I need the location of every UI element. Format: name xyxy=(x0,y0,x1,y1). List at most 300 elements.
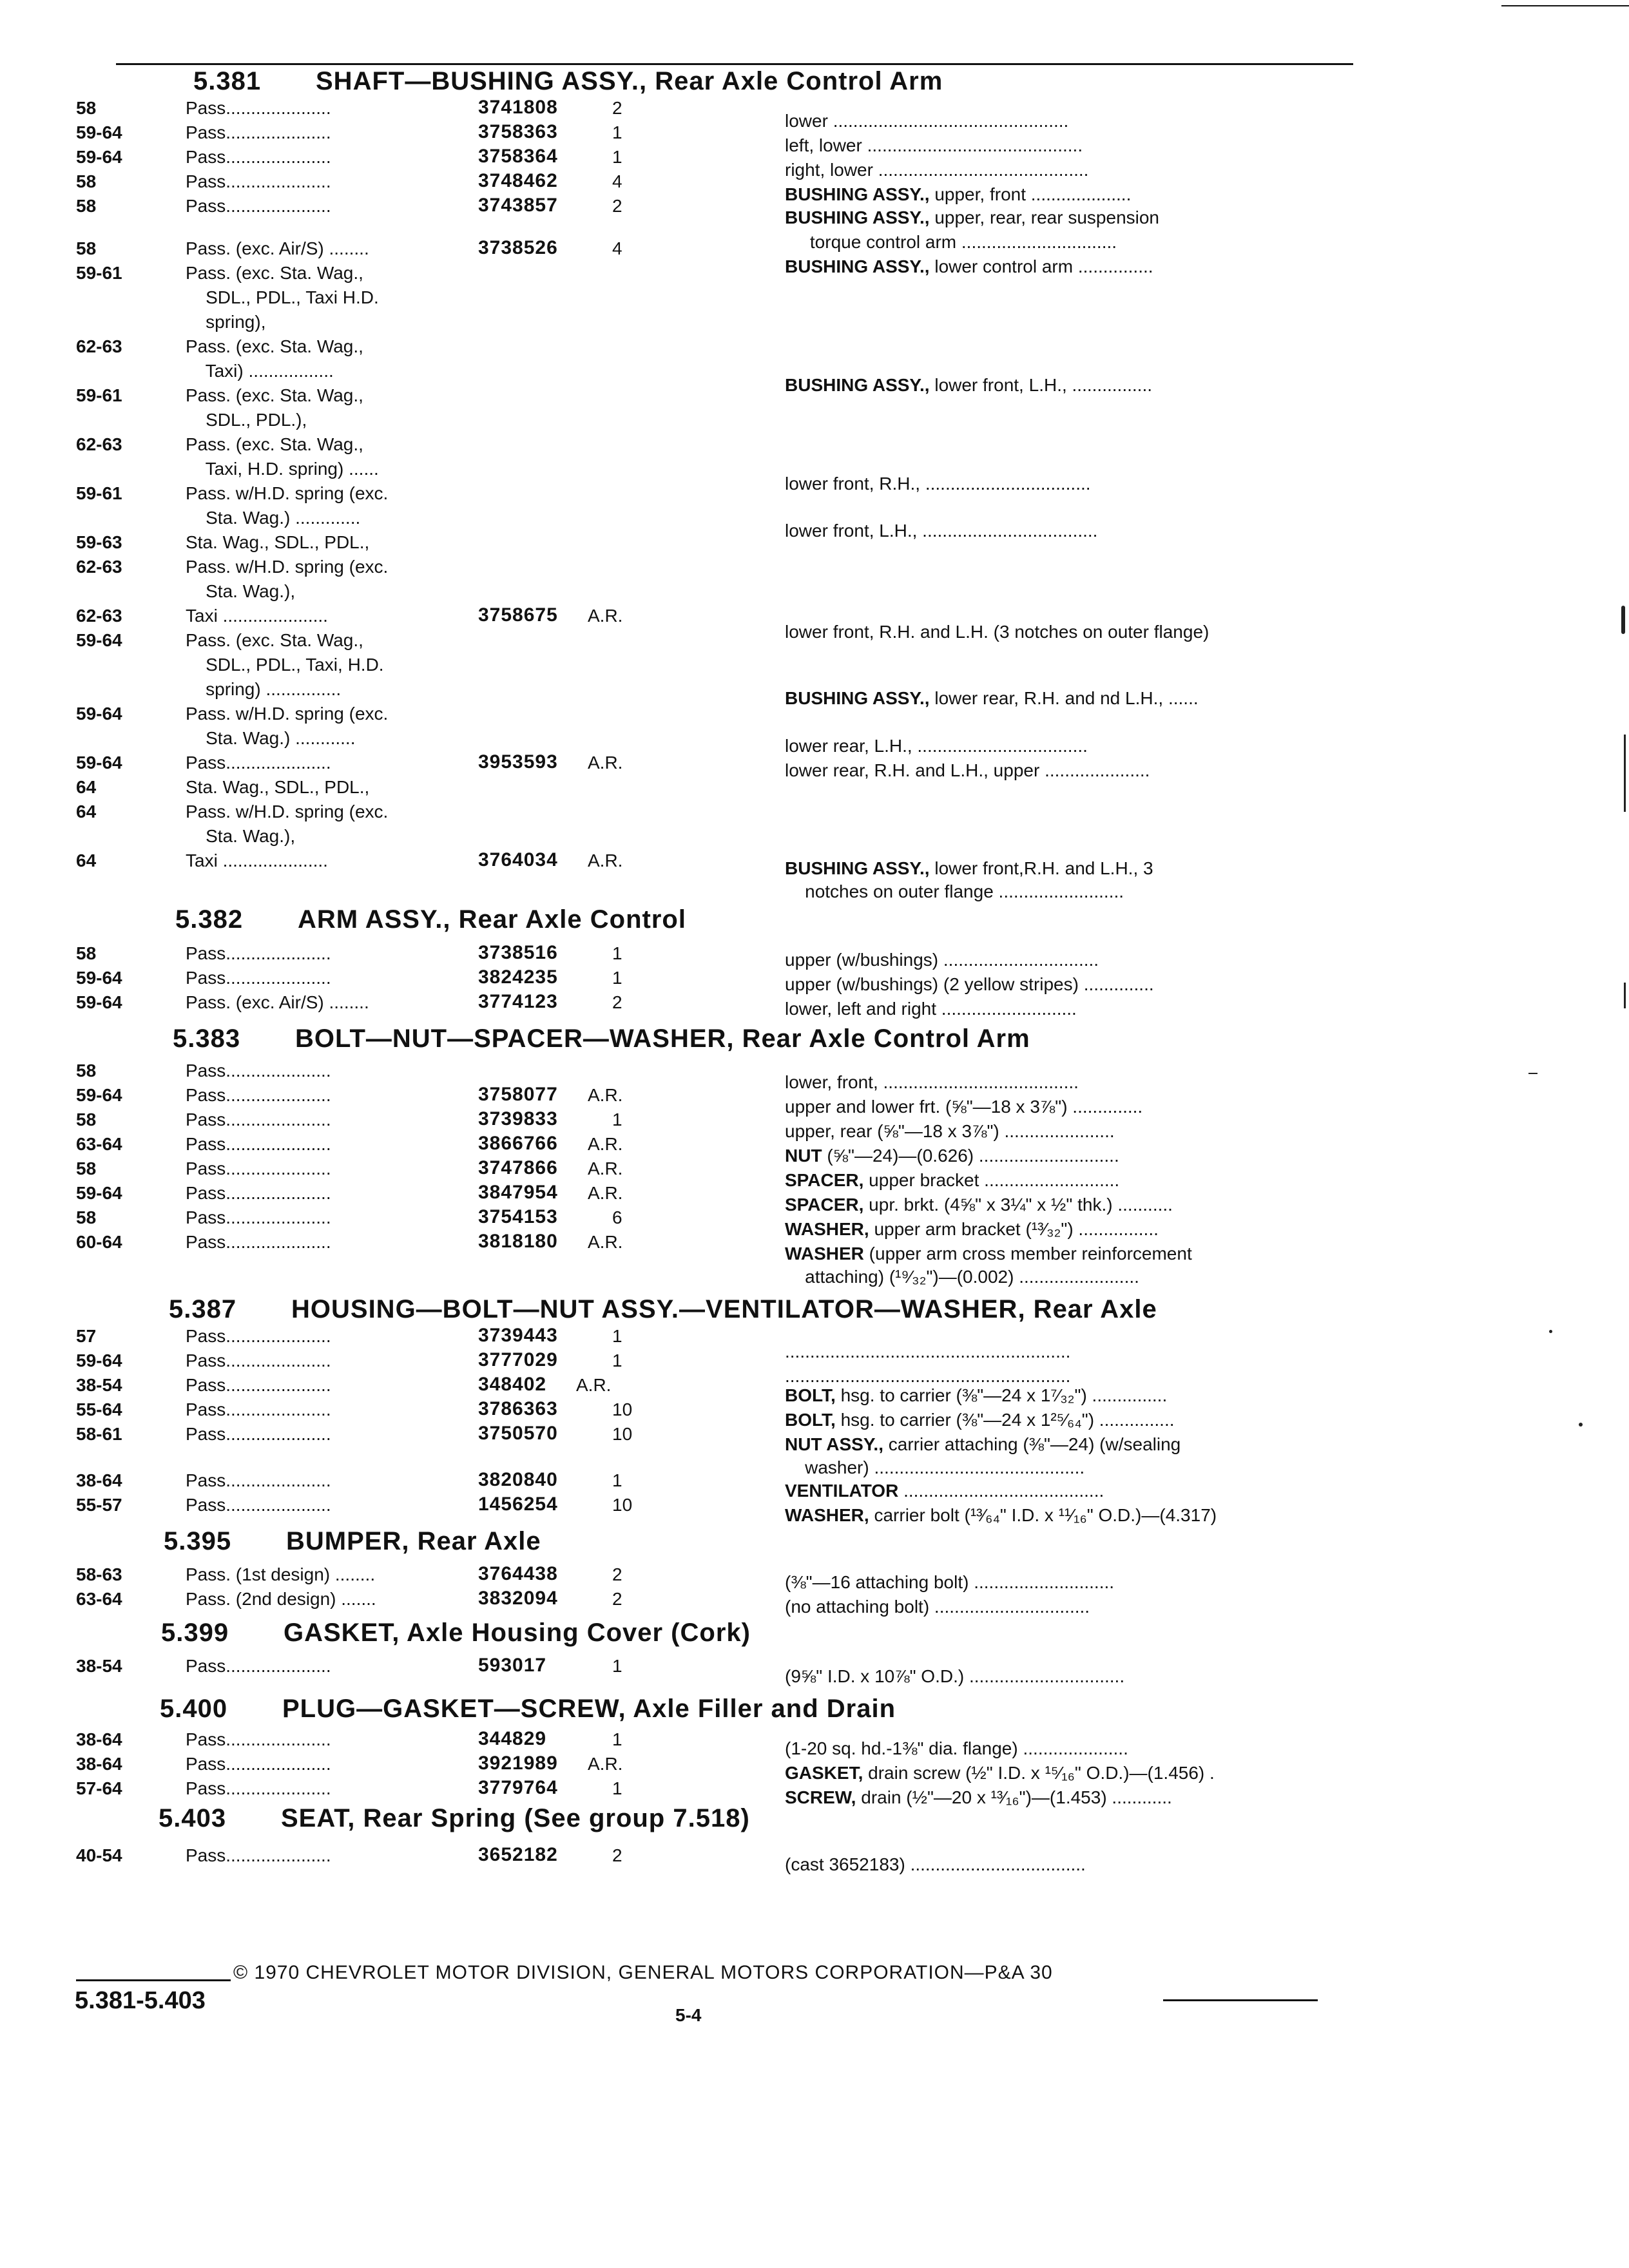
part-name: BUSHING ASSY., xyxy=(785,256,930,276)
part-number: 3764034 xyxy=(478,849,558,870)
model-year: 58 xyxy=(76,1158,97,1178)
part-description xyxy=(785,1097,1142,1117)
model-year: 59-64 xyxy=(76,992,122,1012)
model-application: Pass..................... xyxy=(186,1495,331,1515)
model-year: 63-64 xyxy=(76,1134,122,1154)
part-description xyxy=(785,111,1068,131)
part-name: WASHER, xyxy=(785,1219,869,1239)
section-name: GASKET, xyxy=(284,1619,400,1647)
part-detail: lower rear, R.H. and L.H., upper ..................... xyxy=(785,760,1150,780)
model-application: Pass. (exc. Sta. Wag., xyxy=(186,385,363,405)
model-year: 59-64 xyxy=(76,147,122,167)
model-application: Pass..................... xyxy=(186,1754,331,1774)
part-detail: lower front, R.H. and L.H. (3 notches on outer flange) xyxy=(785,622,1210,642)
quantity: A.R. xyxy=(576,1375,612,1395)
model-year: 59-64 xyxy=(76,704,122,724)
model-application: Pass..................... xyxy=(186,1375,331,1395)
model-application: Pass. (exc. Sta. Wag., xyxy=(186,434,363,454)
model-application: Pass. (1st design) ........ xyxy=(186,1564,376,1584)
part-detail: left, lower ........................................... xyxy=(785,135,1083,155)
section-subtitle: Axle Filler and Drain xyxy=(626,1695,896,1723)
model-year: 38-64 xyxy=(76,1470,122,1490)
part-detail: torque control arm ............................... xyxy=(785,232,1117,252)
quantity: A.R. xyxy=(588,606,623,626)
part-description xyxy=(785,1410,1175,1430)
part-number: 3738516 xyxy=(478,942,558,963)
quantity: 1 xyxy=(612,943,622,963)
quantity: 2 xyxy=(612,196,622,216)
quantity: 1 xyxy=(612,1110,622,1129)
model-application: Pass..................... xyxy=(186,1061,331,1081)
part-description xyxy=(785,1434,1181,1455)
part-number: 3652182 xyxy=(478,1844,558,1865)
model-year: 58 xyxy=(76,1110,97,1129)
model-year: 59-64 xyxy=(76,1085,122,1105)
model-year: 38-64 xyxy=(76,1729,122,1749)
part-detail: lower rear, L.H., .................................. xyxy=(785,736,1088,756)
model-application: Sta. Wag.) ............. xyxy=(186,508,361,528)
part-detail: (no attaching bolt) ............................... xyxy=(785,1597,1090,1617)
model-application: Pass. w/H.D. spring (exc. xyxy=(186,557,389,577)
part-name: BOLT, xyxy=(785,1410,836,1430)
quantity: A.R. xyxy=(588,1183,623,1203)
part-description xyxy=(785,1195,1173,1215)
part-number: 3748462 xyxy=(478,170,558,191)
part-detail: carrier bolt (¹³⁄₆₄" I.D. x ¹¹⁄₁₆" O.D.)—(4.317) xyxy=(869,1505,1217,1525)
section-title xyxy=(160,1695,896,1724)
part-name: BUSHING ASSY., xyxy=(785,207,930,227)
section-name: HOUSING—BOLT—NUT ASSY.—VENTILATOR—WASHER, xyxy=(291,1295,1026,1323)
model-application: Taxi) ................. xyxy=(186,361,334,381)
model-application: Pass..................... xyxy=(186,753,331,773)
margin-mark xyxy=(1621,606,1625,634)
part-description xyxy=(785,1505,1217,1526)
part-description xyxy=(785,1121,1115,1142)
part-description xyxy=(785,1854,1086,1875)
part-description xyxy=(785,688,1199,709)
corner-rule xyxy=(1501,5,1629,6)
section-subtitle: Rear Axle xyxy=(1025,1295,1157,1323)
part-detail: upper, rear, rear suspension xyxy=(929,207,1160,227)
part-description xyxy=(785,1341,1070,1362)
part-description xyxy=(785,950,1099,970)
model-year: 38-54 xyxy=(76,1656,122,1676)
part-detail: right, lower .......................................... xyxy=(785,160,1089,180)
part-description xyxy=(785,1244,1192,1264)
part-detail: drain screw (½" I.D. x ¹⁵⁄₁₆" O.D.)—(1.456) . xyxy=(863,1763,1215,1783)
part-description xyxy=(785,1072,1079,1093)
quantity: 2 xyxy=(612,1845,622,1865)
section-number: 5.399 xyxy=(161,1619,229,1647)
section-subtitle: Rear Axle xyxy=(409,1527,541,1555)
quantity: 10 xyxy=(612,1495,633,1515)
part-description xyxy=(785,1366,1070,1387)
section-title xyxy=(173,1024,1030,1053)
section-name: ARM ASSY., xyxy=(298,905,451,934)
footer-section-range: 5.381-5.403 xyxy=(75,1987,206,2014)
quantity: 2 xyxy=(612,992,622,1012)
model-application: spring), xyxy=(186,312,266,332)
margin-mark xyxy=(1624,735,1626,812)
model-year: 59-64 xyxy=(76,122,122,142)
part-name: BUSHING ASSY., xyxy=(785,375,930,395)
model-application: spring) ............... xyxy=(186,679,342,699)
part-description xyxy=(785,1385,1167,1406)
part-detail: lower control arm ............... xyxy=(929,256,1153,276)
part-number: 1456254 xyxy=(478,1494,558,1515)
part-detail: lower front, R.H., ................................. xyxy=(785,474,1091,494)
quantity: 4 xyxy=(612,171,622,191)
model-year: 59-63 xyxy=(76,532,122,552)
quantity: 2 xyxy=(612,1589,622,1609)
part-description xyxy=(785,858,1153,879)
model-year: 40-54 xyxy=(76,1845,122,1865)
model-year: 59-64 xyxy=(76,968,122,988)
part-number: 3847954 xyxy=(478,1182,558,1203)
part-number: 593017 xyxy=(478,1655,547,1676)
model-application: Pass..................... xyxy=(186,147,331,167)
part-number: 3738526 xyxy=(478,237,558,258)
part-detail: notches on outer flange ......................... xyxy=(785,881,1124,901)
model-year: 57-64 xyxy=(76,1778,122,1798)
model-year: 64 xyxy=(76,802,97,822)
model-year: 58 xyxy=(76,98,97,118)
part-description xyxy=(785,622,1209,642)
quantity: A.R. xyxy=(588,1158,623,1178)
model-application: Sta. Wag., SDL., PDL., xyxy=(186,777,370,797)
part-number: 3866766 xyxy=(478,1133,558,1154)
part-detail: carrier attaching (⅜"—24) (w/sealing xyxy=(883,1434,1181,1454)
model-application: Pass..................... xyxy=(186,1350,331,1370)
part-name: WASHER xyxy=(785,1244,864,1264)
part-detail: lower rear, R.H. and nd L.H., ...... xyxy=(929,688,1199,708)
part-number: 3818180 xyxy=(478,1231,558,1252)
model-application: Pass..................... xyxy=(186,196,331,216)
model-year: 59-61 xyxy=(76,263,122,283)
part-description xyxy=(785,1787,1172,1808)
model-application: Pass..................... xyxy=(186,1326,331,1346)
part-description xyxy=(785,135,1083,156)
model-year: 38-54 xyxy=(76,1375,122,1395)
section-number: 5.383 xyxy=(173,1024,241,1053)
part-name: VENTILATOR xyxy=(785,1481,899,1501)
part-description xyxy=(785,1457,1084,1478)
margin-mark xyxy=(1579,1423,1583,1427)
part-description xyxy=(785,232,1117,253)
model-year: 58 xyxy=(76,196,97,216)
model-year: 62-63 xyxy=(76,336,122,356)
part-description xyxy=(785,1481,1104,1501)
part-name: SPACER, xyxy=(785,1170,864,1190)
part-description xyxy=(785,881,1124,902)
quantity: A.R. xyxy=(588,1134,623,1154)
part-detail: ........................................ xyxy=(898,1481,1104,1501)
footer-rule-left xyxy=(76,1979,231,1981)
model-application: Pass. w/H.D. spring (exc. xyxy=(186,483,389,503)
model-application: Pass..................... xyxy=(186,98,331,118)
part-description xyxy=(785,1146,1119,1166)
model-year: 60-64 xyxy=(76,1232,122,1252)
quantity: 2 xyxy=(612,1564,622,1584)
part-detail: upper, front .................... xyxy=(929,184,1132,204)
model-year: 58-63 xyxy=(76,1564,122,1584)
model-application: Pass..................... xyxy=(186,1183,331,1203)
model-application: Pass..................... xyxy=(186,1399,331,1419)
model-year: 58 xyxy=(76,1207,97,1227)
margin-mark xyxy=(1528,1073,1537,1074)
part-detail: hsg. to carrier (⅜"—24 x 1²⁵⁄₆₄") ............... xyxy=(835,1410,1175,1430)
quantity: 1 xyxy=(612,1350,622,1370)
model-year: 64 xyxy=(76,777,97,797)
part-description xyxy=(785,184,1131,205)
part-number: 344829 xyxy=(478,1728,547,1749)
section-subtitle: Axle Housing Cover (Cork) xyxy=(400,1619,751,1647)
part-detail: upr. brkt. (4⅝" x 3¼" x ½" thk.) ........... xyxy=(863,1195,1173,1215)
quantity: 1 xyxy=(612,1778,622,1798)
model-year: 59-64 xyxy=(76,753,122,773)
model-application: Pass. (exc. Sta. Wag., xyxy=(186,263,363,283)
model-application: Pass. (exc. Air/S) ........ xyxy=(186,238,369,258)
model-application: Pass..................... xyxy=(186,1656,331,1676)
part-name: WASHER, xyxy=(785,1505,869,1525)
part-number: 3741808 xyxy=(478,97,558,118)
part-number: 3747866 xyxy=(478,1157,558,1178)
model-application: Pass. (exc. Air/S) ........ xyxy=(186,992,369,1012)
part-description xyxy=(785,999,1077,1019)
part-number: 348402 xyxy=(478,1374,547,1395)
part-detail: upper bracket ........................... xyxy=(863,1170,1120,1190)
part-detail: upper, rear (⅝"—18 x 3⅞") ...................... xyxy=(785,1121,1115,1141)
part-description xyxy=(785,1738,1128,1759)
section-name: SHAFT—BUSHING ASSY., xyxy=(316,67,648,95)
section-title xyxy=(159,1804,750,1833)
quantity: 4 xyxy=(612,238,622,258)
section-number: 5.400 xyxy=(160,1695,228,1723)
part-number: 3758077 xyxy=(478,1084,558,1105)
footer-page-number: 5-4 xyxy=(675,2005,702,2025)
part-number: 3739833 xyxy=(478,1108,558,1129)
quantity: 10 xyxy=(612,1399,633,1419)
part-name: BOLT, xyxy=(785,1385,836,1405)
part-detail: lower, front, ....................................... xyxy=(785,1072,1079,1092)
model-application: Pass. w/H.D. spring (exc. xyxy=(186,704,389,724)
part-description xyxy=(785,974,1154,995)
part-detail: ......................................................... xyxy=(785,1366,1071,1386)
model-application: Pass..................... xyxy=(186,1424,331,1444)
model-year: 38-64 xyxy=(76,1754,122,1774)
model-application: Pass. w/H.D. spring (exc. xyxy=(186,802,389,822)
model-application: Pass..................... xyxy=(186,943,331,963)
part-number: 3820840 xyxy=(478,1469,558,1490)
part-number: 3750570 xyxy=(478,1423,558,1444)
part-number: 3774123 xyxy=(478,991,558,1012)
margin-mark xyxy=(1549,1330,1552,1333)
section-title xyxy=(161,1619,751,1648)
model-application: Pass..................... xyxy=(186,1085,331,1105)
part-number: 3832094 xyxy=(478,1588,558,1609)
section-name: PLUG—GASKET—SCREW, xyxy=(282,1695,626,1723)
part-name: BUSHING ASSY., xyxy=(785,858,930,878)
model-application: Sta. Wag.), xyxy=(186,826,296,846)
part-detail: (1-20 sq. hd.-1⅜" dia. flange) ..................... xyxy=(785,1738,1128,1758)
model-application: SDL., PDL., Taxi, H.D. xyxy=(186,655,384,675)
model-year: 63-64 xyxy=(76,1589,122,1609)
model-application: Pass..................... xyxy=(186,1207,331,1227)
model-application: Pass..................... xyxy=(186,1729,331,1749)
section-title xyxy=(164,1527,541,1556)
part-name: SPACER, xyxy=(785,1195,864,1215)
part-detail: lower front, L.H., ................ xyxy=(929,375,1152,395)
part-detail: lower ............................................... xyxy=(785,111,1069,131)
section-subtitle: Rear Axle Control Arm xyxy=(647,67,943,95)
quantity: A.R. xyxy=(588,1232,623,1252)
model-year: 57 xyxy=(76,1326,97,1346)
footer-rule-right xyxy=(1163,1999,1318,2001)
part-detail: lower front,R.H. and L.H., 3 xyxy=(929,858,1153,878)
model-year: 62-63 xyxy=(76,434,122,454)
part-detail: washer) .......................................... xyxy=(785,1457,1085,1477)
part-description xyxy=(785,1267,1139,1287)
quantity: 1 xyxy=(612,1470,622,1490)
model-application: Pass..................... xyxy=(186,1778,331,1798)
part-detail: (⅜"—16 attaching bolt) ............................ xyxy=(785,1572,1115,1592)
part-description xyxy=(785,736,1088,756)
part-description xyxy=(785,1170,1119,1191)
part-description xyxy=(785,1763,1215,1783)
model-year: 58 xyxy=(76,171,97,191)
part-number: 3953593 xyxy=(478,751,558,773)
part-name: SCREW, xyxy=(785,1787,856,1807)
quantity: A.R. xyxy=(588,850,623,870)
part-detail: upper arm bracket (¹³⁄₃₂") ................ xyxy=(869,1219,1159,1239)
part-description xyxy=(785,760,1150,781)
part-number: 3758363 xyxy=(478,121,558,142)
part-name: NUT xyxy=(785,1146,822,1166)
part-description xyxy=(785,375,1152,396)
model-year: 62-63 xyxy=(76,557,122,577)
part-description xyxy=(785,207,1159,228)
section-number: 5.403 xyxy=(159,1804,227,1832)
model-year: 59-61 xyxy=(76,385,122,405)
model-year: 64 xyxy=(76,850,97,870)
model-application: Taxi ..................... xyxy=(186,606,328,626)
section-number: 5.387 xyxy=(169,1295,237,1323)
quantity: 1 xyxy=(612,147,622,167)
part-description xyxy=(785,1597,1090,1617)
section-number: 5.382 xyxy=(175,905,244,934)
model-application: Sta. Wag., SDL., PDL., xyxy=(186,532,370,552)
section-name: BUMPER, xyxy=(286,1527,410,1555)
model-year: 55-57 xyxy=(76,1495,122,1515)
part-name: NUT ASSY., xyxy=(785,1434,883,1454)
part-detail: upper (w/bushings) (2 yellow stripes) .............. xyxy=(785,974,1154,994)
section-title xyxy=(193,67,943,96)
model-year: 59-61 xyxy=(76,483,122,503)
part-detail: (upper arm cross member reinforcement xyxy=(863,1244,1192,1264)
part-detail: upper (w/bushings) ............................... xyxy=(785,950,1099,970)
model-application: Sta. Wag.), xyxy=(186,581,296,601)
quantity: 6 xyxy=(612,1207,622,1227)
model-application: Pass..................... xyxy=(186,968,331,988)
part-number: 3921989 xyxy=(478,1753,558,1774)
model-application: Pass..................... xyxy=(186,1232,331,1252)
model-application: Pass..................... xyxy=(186,1845,331,1865)
part-number: 3786363 xyxy=(478,1398,558,1419)
part-detail: (cast 3652183) ................................... xyxy=(785,1854,1086,1874)
model-year: 58 xyxy=(76,943,97,963)
quantity: 1 xyxy=(612,1729,622,1749)
model-year: 55-64 xyxy=(76,1399,122,1419)
model-application: Pass. (exc. Sta. Wag., xyxy=(186,336,363,356)
model-application: Pass..................... xyxy=(186,171,331,191)
part-detail: ......................................................... xyxy=(785,1341,1071,1361)
part-number: 3758364 xyxy=(478,146,558,167)
part-description xyxy=(785,1572,1114,1593)
part-description xyxy=(785,521,1097,541)
model-year: 59-64 xyxy=(76,1350,122,1370)
section-name: BOLT—NUT—SPACER—WASHER, xyxy=(295,1024,735,1053)
section-name: SEAT, xyxy=(281,1804,356,1832)
model-application: SDL., PDL.), xyxy=(186,410,307,430)
margin-mark xyxy=(1624,983,1626,1008)
model-application: SDL., PDL., Taxi H.D. xyxy=(186,287,379,307)
part-number: 3758675 xyxy=(478,604,558,626)
quantity: 1 xyxy=(612,1326,622,1346)
section-subtitle: Rear Spring (See group 7.518) xyxy=(355,1804,750,1832)
model-year: 58-61 xyxy=(76,1424,122,1444)
model-year: 58 xyxy=(76,238,97,258)
model-application: Pass..................... xyxy=(186,122,331,142)
part-number: 3824235 xyxy=(478,966,558,988)
part-number: 3764438 xyxy=(478,1563,558,1584)
quantity: 1 xyxy=(612,122,622,142)
section-number: 5.395 xyxy=(164,1527,232,1555)
part-number: 3739443 xyxy=(478,1325,558,1346)
model-year: 59-64 xyxy=(76,1183,122,1203)
part-description xyxy=(785,256,1153,277)
part-number: 3743857 xyxy=(478,195,558,216)
model-application: Pass..................... xyxy=(186,1134,331,1154)
model-application: Pass. (exc. Sta. Wag., xyxy=(186,630,363,650)
part-description xyxy=(785,474,1091,494)
part-number: 3779764 xyxy=(478,1777,558,1798)
model-application: Pass..................... xyxy=(186,1158,331,1178)
part-detail: upper and lower frt. (⅝"—18 x 3⅞") .............. xyxy=(785,1097,1143,1117)
part-description xyxy=(785,160,1088,180)
part-number: 3777029 xyxy=(478,1349,558,1370)
section-subtitle: Rear Axle Control xyxy=(450,905,686,934)
model-application: Taxi, H.D. spring) ...... xyxy=(186,459,379,479)
model-application: Sta. Wag.) ............ xyxy=(186,728,356,748)
model-year: 58 xyxy=(76,1061,97,1081)
model-application: Taxi ..................... xyxy=(186,850,328,870)
model-year: 62-63 xyxy=(76,606,122,626)
model-application: Pass..................... xyxy=(186,1470,331,1490)
part-detail: hsg. to carrier (⅜"—24 x 1⁷⁄₃₂") ............... xyxy=(835,1385,1168,1405)
section-title xyxy=(175,905,686,934)
part-number: 3754153 xyxy=(478,1206,558,1227)
part-name: BUSHING ASSY., xyxy=(785,688,930,708)
part-detail: attaching) (¹⁹⁄₃₂")—(0.002) ........................ xyxy=(785,1267,1139,1287)
part-detail: drain (½"—20 x ¹³⁄₁₆")—(1.453) ............ xyxy=(856,1787,1172,1807)
part-detail: lower front, L.H., ................................... xyxy=(785,521,1098,541)
quantity: 2 xyxy=(612,98,622,118)
part-detail: (⅝"—24)—(0.626) ............................ xyxy=(822,1146,1119,1166)
part-detail: (9⅝" I.D. x 10⅞" O.D.) ............................... xyxy=(785,1666,1125,1686)
quantity: A.R. xyxy=(588,1085,623,1105)
quantity: A.R. xyxy=(588,1754,623,1774)
part-description xyxy=(785,1666,1124,1687)
